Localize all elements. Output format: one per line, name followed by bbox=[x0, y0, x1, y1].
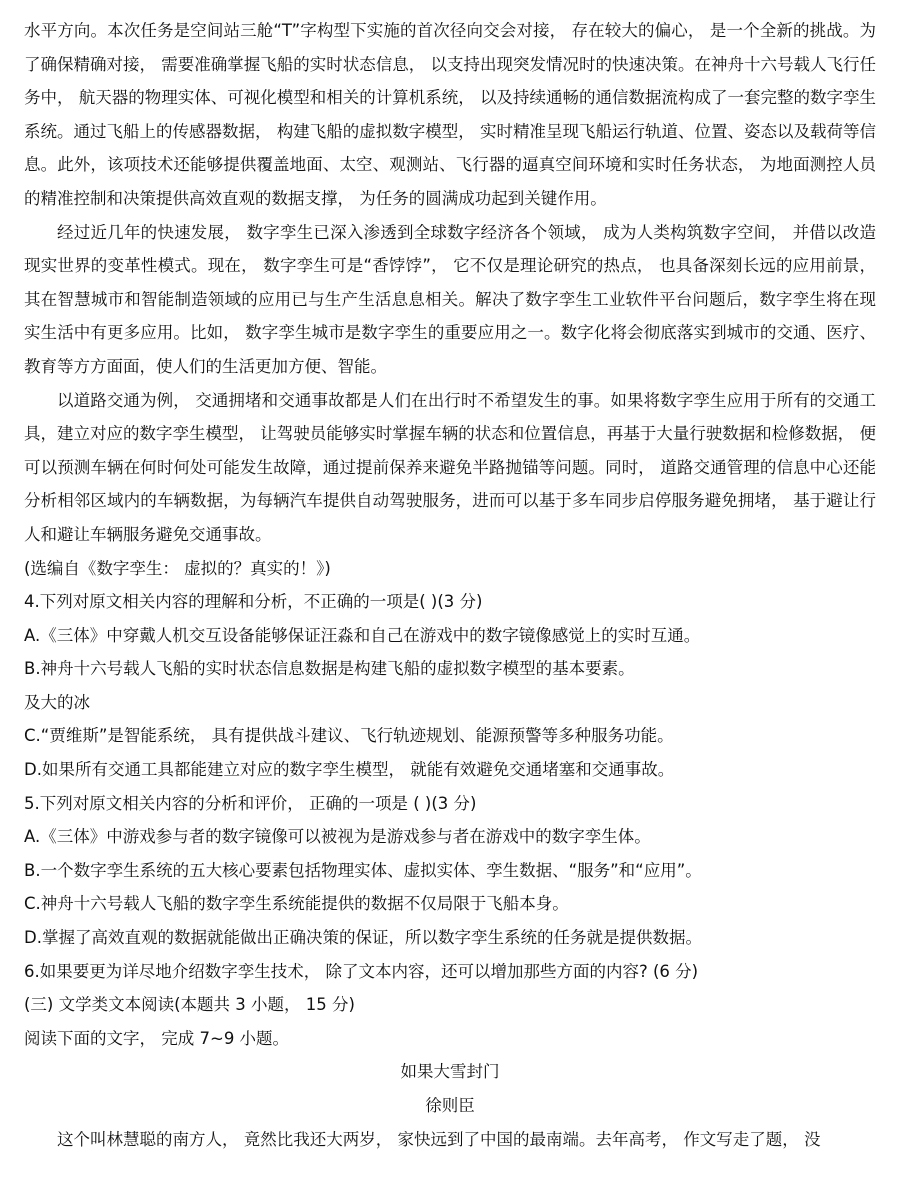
question-4-option-c: C.“贾维斯”是智能系统， 具有提供战斗建议、飞行轨迹规划、能源预警等多种服务功能。 bbox=[24, 726, 674, 746]
question-4-option-b: B.神舟十六号载人飞船的实时状态信息数据是构建飞船的虚拟数字模型的基本要素。 bbox=[24, 659, 635, 679]
question-5-stem: 5.下列对原文相关内容的分析和评价， 正确的一项是 ( )(3 分) bbox=[24, 793, 477, 813]
question-4-option-a: A.《三体》中穿戴人机交互设备能够保证汪淼和自己在游戏中的数字镜像感觉上的实时互通。 bbox=[24, 625, 701, 645]
question-4-option-d: D.如果所有交通工具都能建立对应的数字孪生模型， 就能有效避免交通堵塞和交通事故。 bbox=[24, 760, 675, 780]
question-6: 6.如果要更为详尽地介绍数字孪生技术， 除了文本内容，还可以增加那些方面的内容? (6 分) bbox=[24, 961, 699, 981]
story-first-line: 这个叫林慧聪的南方人， 竟然比我还大两岁， 家快远到了中国的最南端。去年高考， 作文写走了题， 没 bbox=[57, 1129, 821, 1149]
stray-text: 及大的冰 bbox=[24, 692, 90, 712]
section-instruction: 阅读下面的文字， 完成 7~9 小题。 bbox=[24, 1028, 290, 1048]
source-citation: (选编自《数字孪生： 虚拟的？真实的！》) bbox=[24, 558, 331, 578]
paragraph-shenzhou: 水平方向。本次任务是空间站三舱“T”字构型下实施的首次径向交会对接， 存在较大的偏心， 是一个全新的挑战。为了确保精确对接， 需要准确掌握飞船的实时状态信息， 以支持出现突发情况时的快速决策。在神舟十六号载人飞行任务中， 航天器的物理实体、可视化模型和相关的计算机系统， 以及持续通畅的通信数据流构成了一套完整的数字孪生系统。通过飞船上的传感器数据， 构建飞船的虚拟数字模型， 实时精准呈现飞船运行轨道、位置、姿态以及载荷等信息。此外，该项技术还能够提供覆盖地面、太空、观测站、飞行器的逼真空间环境和实时任务状态， 为地面测控人员的精准控制和决策提供高效直观的数据支撑， 为任务的圆满成功起到关键作用。 bbox=[24, 21, 876, 208]
question-4-stem: 4.下列对原文相关内容的理解和分析，不正确的一项是( )(3 分) bbox=[24, 592, 483, 612]
story-title: 如果大雪封门 bbox=[400, 1062, 500, 1082]
section-heading: (三) 文学类文本阅读(本题共 3 小题， 15 分) bbox=[24, 995, 355, 1015]
paragraph-traffic: 以道路交通为例， 交通拥堵和交通事故都是人们在出行时不希望发生的事。如果将数字孪生应用于所有的交通工具，建立对应的数字孪生模型， 让驾驶员能够实时掌握车辆的状态和位置信息，再基于大量行驶数据和检修数据， 便可以预测车辆在何时何处可能发生故障，通过提前保养来避免半路抛锚等问题。同时， 道路交通管理的信息中心还能分析相邻区域内的车辆数据，为每辆汽车提供自动驾驶服务，进而可以基于多车同步启停服务避免拥堵， 基于避让行人和避让车辆服务避免交通事故。 bbox=[24, 390, 876, 544]
question-5-option-b: B.一个数字孪生系统的五大核心要素包括物理实体、虚拟实体、孪生数据、“服务”和“应用”。 bbox=[24, 860, 702, 880]
question-5-option-c: C.神舟十六号载人飞船的数字孪生系统能提供的数据不仅局限于飞船本身。 bbox=[24, 894, 569, 914]
question-5-option-a: A.《三体》中游戏参与者的数字镜像可以被视为是游戏参与者在游戏中的数字孪生体。 bbox=[24, 827, 651, 847]
story-author: 徐则臣 bbox=[425, 1096, 475, 1115]
question-5-option-d: D.掌握了高效直观的数据就能做出正确决策的保证，所以数字孪生系统的任务就是提供数据。 bbox=[24, 928, 702, 948]
paragraph-development: 经过近几年的快速发展， 数字孪生已深入渗透到全球数字经济各个领域， 成为人类构筑数字空间， 并借以改造现实世界的变革性模式。现在， 数字孪生可是“香饽饽”， 它不仅是理论研究的热点， 也具备深刻长远的应用前景， 其在智慧城市和智能制造领域的应用已与生产生活息息相关。解决了数字孪生工业软件平台问题后，数字孪生将在现实生活中有更多应用。比如， 数字孪生城市是数字孪生的重要应用之一。数字化将会彻底落实到城市的交通、医疗、教育等方方面面，使人们的生活更加方便、智能。 bbox=[24, 222, 876, 376]
